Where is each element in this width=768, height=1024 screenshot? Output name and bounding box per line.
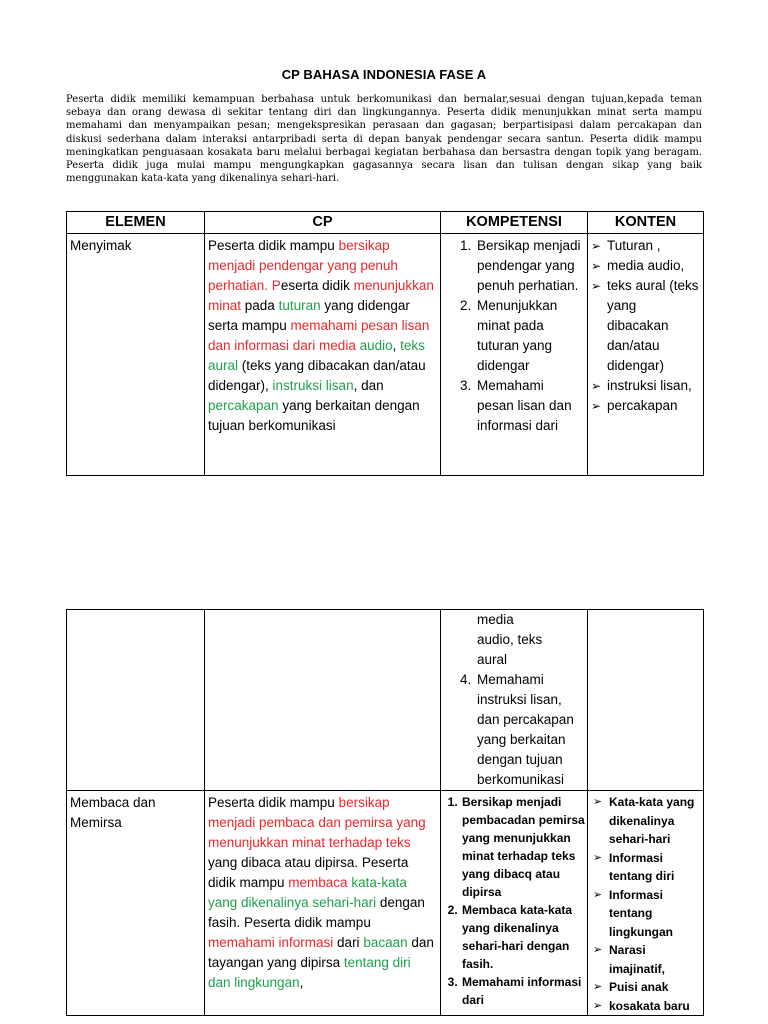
elemen-cell: Menyimak [67,234,205,476]
cp-text-segment: , [299,975,304,990]
cp-text-segment: audio [359,338,393,353]
konten-item [590,978,701,997]
konten-list [588,791,703,1015]
konten-item-text: Informasi tentang lingkungan [609,887,673,939]
kompetensi-cell [441,791,588,1016]
kompetensi-list [441,670,587,790]
kompetensi-list [441,791,587,1009]
cp-text-segment: dengan fasih. Peserta didik mampu [208,895,425,930]
konten-item [590,276,701,376]
kompetensi-cell [441,234,588,476]
header-kompetensi: KOMPETENSI [441,212,588,234]
cp-text-segment: tentang diri dan lingkungan [208,955,411,990]
konten-item-text: percakapan [607,398,678,413]
kompetensi-item [461,973,585,1009]
konten-item-text: Kata-kata yang dikenalinya sehari-hari [609,795,695,846]
konten-item [590,886,701,942]
kompetensi-continuation: media audio, teks aural [477,612,543,667]
cp-text-segment: bersikap menjadi pendengar yang penuh perhatian. P [208,238,398,293]
header-elemen: ELEMEN [67,212,205,234]
cp-text-segment: memahami informasi [208,935,334,950]
konten-cell [588,234,704,476]
konten-item [590,941,701,978]
konten-item-text: teks aural (teks yang dibacakan dan/atau didengar) [607,278,699,373]
cp-table-1 [66,211,704,476]
cp-text-segment: bersikap menjadi pembaca dan pemirsa yang menunjukkan minat terhadap teks [208,795,426,850]
cp-text-segment: tuturan [278,298,321,313]
arrow-bullet-icon: ➢ [593,796,603,808]
cp-text-segment: yang didengar serta mampu [208,298,410,333]
cp-cell-empty [205,610,441,791]
konten-cell [588,791,704,1016]
arrow-bullet-icon: ➢ [593,888,603,901]
cp-cell [205,234,441,476]
arrow-bullet-icon: ➢ [591,239,602,253]
cp-text-segment: , dan [353,378,384,393]
cp-text-segment: memahami pesan lisan dan informasi dari media [208,318,430,353]
cp-table-2 [66,609,704,1016]
konten-list [588,234,703,416]
cp-text-segment: Peserta didik mampu [208,795,339,810]
cp-text-segment: Peserta didik mampu [208,238,339,253]
kompetensi-item [461,793,585,901]
kompetensi-item [475,670,583,790]
arrow-bullet-icon: ➢ [591,399,602,413]
header-cp: CP [205,212,441,234]
arrow-bullet-icon: ➢ [593,999,603,1012]
header-konten: KONTEN [588,212,704,234]
elemen-cell-empty [67,610,205,791]
cp-text-segment: menunjukkan minat [208,278,434,313]
intro-paragraph: Peserta didik memiliki kemampuan berbahasa untuk berkomunikasi dan bernalar,sesuai dengan tujuan,kepada teman sebaya dan orang dewasa di sekitar tentang diri dan lingkungannya. Peserta didik menunjukkan minat serta mampu memahami dan menyampaikan pesan; mengekspresikan perasaan dan gagasan; berpartisipasi dalam percakapan dan diskusi sederhana dalam interaksi antarpribadi serta di depan banyak pendengar secara santun. Peserta didik mampu meningkatkan penguasaan kosakata baru melalui berbagai kegiatan berbahasa dan bersastra dengan topik yang beragam. Peserta didik juga mulai mampu mengungkapkan gagasannya secara lisan dan tulisan dengan sikap yang baik menggunakan kata-kata yang dikenalinya sehari-hari. [66,94,702,185]
cp-text-segment: , [392,338,401,353]
konten-item-text: Tuturan , [607,238,661,253]
kompetensi-list [441,234,587,436]
konten-item-text: Puisi anak [609,980,669,994]
konten-item [590,793,701,849]
cp-text-segment: kata-kata yang dikenalinya sehari-hari [208,875,407,910]
konten-item [590,849,701,886]
konten-item-text: Informasi tentang diri [609,850,675,883]
arrow-bullet-icon: ➢ [591,379,602,393]
cp-text-segment: eserta didik [280,278,354,293]
cp-text-segment: (teks yang dibacakan dan/atau didengar), [208,358,426,393]
konten-item [590,997,701,1016]
cp-text-segment: bacaan [363,935,408,950]
document-title: CP BAHASA INDONESIA FASE A [281,67,487,82]
kompetensi-item [475,296,583,376]
kompetensi-item [475,376,583,436]
cp-text-segment: yang berkaitan dengan tujuan berkomunikasi [208,398,420,433]
arrow-bullet-icon: ➢ [591,279,602,293]
arrow-bullet-icon: ➢ [593,944,603,956]
konten-item-text: kosakata baru [609,998,690,1013]
konten-item [590,376,701,396]
kompetensi-item [461,901,585,973]
arrow-bullet-icon: ➢ [591,259,602,273]
kompetensi-item-text: Bersikap menjadi pendengar yang penuh perhatian. [477,238,581,293]
konten-item-text: Narasi imajinatif, [609,943,666,976]
cp-text-segment: percakapan [208,398,279,413]
konten-cell-empty [588,610,704,791]
kompetensi-item-text: Menunjukkan minat pada tuturan yang didengar [477,298,558,373]
cp-text-segment: membaca [288,875,348,890]
table-row-menyimak [67,234,704,476]
kompetensi-item-text: Memahami instruksi lisan, dan percakapan yang berkaitan dengan tujuan berkomunikasi [477,672,574,787]
elemen-cell: Membaca dan Memirsa [67,791,205,1016]
kompetensi-cell [441,610,588,791]
kompetensi-item-text: Membaca kata-kata yang dikenalinya sehari-hari dengan fasih. [462,903,573,971]
kompetensi-item-text: Bersikap menjadi pembacadan pemirsa yang menunjukkan minat terhadap teks yang dibacq atau dipirsa [462,795,585,899]
konten-item [590,256,701,276]
cp-text-segment: yang dibaca atau dipirsa. Peserta didik mampu [208,855,409,890]
konten-item-text: media audio, [607,258,685,273]
arrow-bullet-icon: ➢ [593,851,603,864]
kompetensi-item-text: Memahami informasi dari [462,975,582,1007]
kompetensi-item [475,236,583,296]
konten-item [590,396,701,416]
cp-text-segment: dari [333,935,364,950]
cp-text-segment: teks aural [208,338,425,373]
table-row-continuation [67,610,704,791]
kompetensi-item-text: Memahami pesan lisan dan informasi dari [477,378,572,433]
table-row-membaca [67,791,704,1016]
cp-cell [205,791,441,1016]
konten-item-text: instruksi lisan, [607,378,692,393]
arrow-bullet-icon: ➢ [593,981,603,993]
table-header-row [67,212,704,234]
cp-text-segment: pada [241,298,279,313]
cp-text-segment: instruksi lisan [272,378,354,393]
cp-text-segment: dan tayangan yang dipirsa [208,935,434,970]
konten-item [590,236,701,256]
